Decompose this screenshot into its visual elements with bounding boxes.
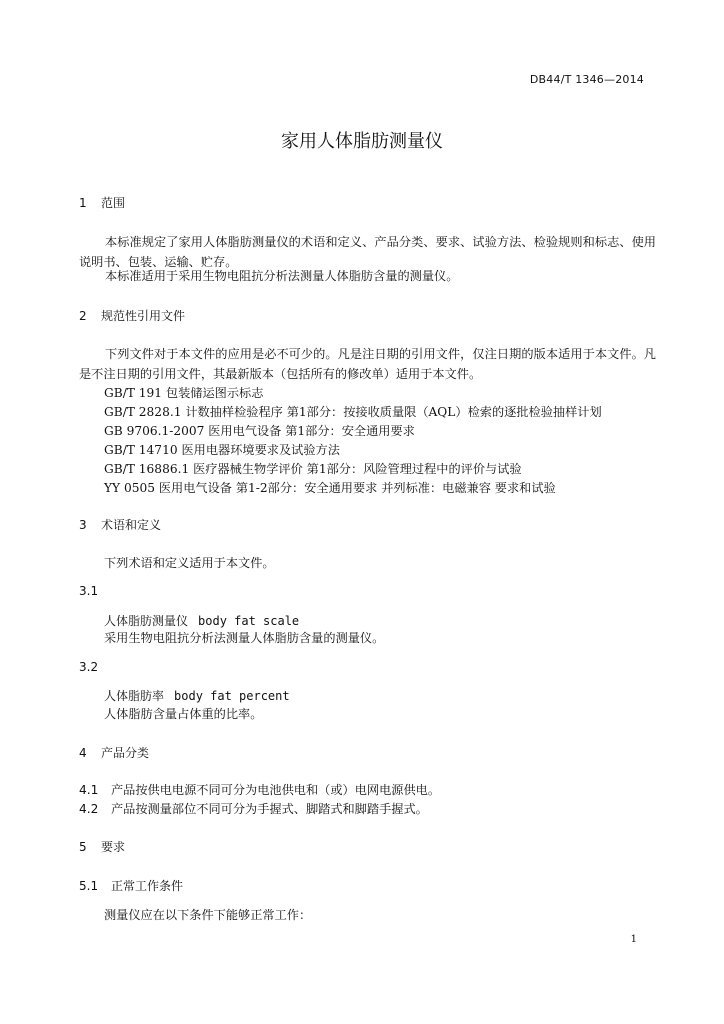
reference-item: GB 9706.1-2007 医用电气设备 第1部分：安全通用要求 <box>104 424 415 438</box>
section-1-heading <box>79 194 125 211</box>
clause-number: 3.1 <box>79 584 99 598</box>
term-heading <box>104 612 299 629</box>
clause-number: 5.1 <box>79 879 99 893</box>
section-2-heading <box>79 307 185 324</box>
subsection-5-1-heading <box>79 877 183 894</box>
section-title: 要求 <box>101 840 126 854</box>
clause-item <box>79 800 428 817</box>
section-title: 术语和定义 <box>101 518 162 532</box>
section-4-heading <box>79 744 149 761</box>
subsection-5-1-text: 测量仪应在以下条件下能够正常工作： <box>104 908 312 922</box>
section-title: 范围 <box>101 196 126 210</box>
term-heading <box>104 687 290 704</box>
section-number: 2 <box>79 309 87 323</box>
section-number: 4 <box>79 746 87 760</box>
section-number: 3 <box>79 518 87 532</box>
section-number: 5 <box>79 840 87 854</box>
section-2-intro: 下列文件对于本文件的应用是必不可少的。凡是注日期的引用文件，仅注日期的版本适用于本文件。凡是不注日期的引用文件，其最新版本（包括所有的修改单）适用于本文件。 <box>79 347 656 381</box>
section-title: 规范性引用文件 <box>101 309 186 323</box>
subsection-title: 正常工作条件 <box>111 879 184 893</box>
standard-code: DB44/T 1346—2014 <box>529 73 644 86</box>
section-title: 产品分类 <box>101 746 150 760</box>
section-1-paragraph-1: 本标准规定了家用人体脂肪测量仪的术语和定义、产品分类、要求、试验方法、检验规则和标志、使用说明书、包装、运输、贮存。 <box>79 235 656 269</box>
term-en: body fat scale <box>198 614 300 628</box>
reference-item: GB/T 16886.1 医疗器械生物学评价 第1部分：风险管理过程中的评价与试验 <box>104 462 522 476</box>
section-5-heading <box>79 838 125 855</box>
document-title: 家用人体脂肪测量仪 <box>281 131 443 152</box>
clause-text: 产品按供电电源不同可分为电池供电和（或）电网电源供电。 <box>111 783 441 797</box>
reference-item: GB/T 191 包装储运图示标志 <box>104 386 264 400</box>
section-3-heading <box>79 516 161 533</box>
clause-item <box>79 781 440 798</box>
clause-number: 4.1 <box>79 783 99 797</box>
section-1-paragraph-2: 本标准适用于采用生物电阻抗分析法测量人体脂肪含量的测量仪。 <box>105 269 459 283</box>
reference-item: GB/T 14710 医用电器环境要求及试验方法 <box>104 443 340 457</box>
page-number: 1 <box>630 934 637 945</box>
term-en: body fat percent <box>174 689 290 703</box>
clause-number: 3.2 <box>79 660 99 674</box>
term-definition: 采用生物电阻抗分析法测量人体脂肪含量的测量仪。 <box>104 631 385 645</box>
term-definition: 人体脂肪含量占体重的比率。 <box>104 707 263 721</box>
reference-item: YY 0505 医用电气设备 第1-2部分：安全通用要求 并列标准：电磁兼容 要求和试验 <box>104 481 556 495</box>
section-3-intro: 下列术语和定义适用于本文件。 <box>104 556 275 570</box>
section-number: 1 <box>79 196 87 210</box>
clause-text: 产品按测量部位不同可分为手握式、脚踏式和脚踏手握式。 <box>111 802 428 816</box>
reference-item: GB/T 2828.1 计数抽样检验程序 第1部分：按接收质量限（AQL）检索的逐批检验抽样计划 <box>104 405 602 419</box>
clause-number: 4.2 <box>79 802 99 816</box>
term-zh: 人体脂肪率 <box>104 689 165 703</box>
term-zh: 人体脂肪测量仪 <box>104 614 189 628</box>
